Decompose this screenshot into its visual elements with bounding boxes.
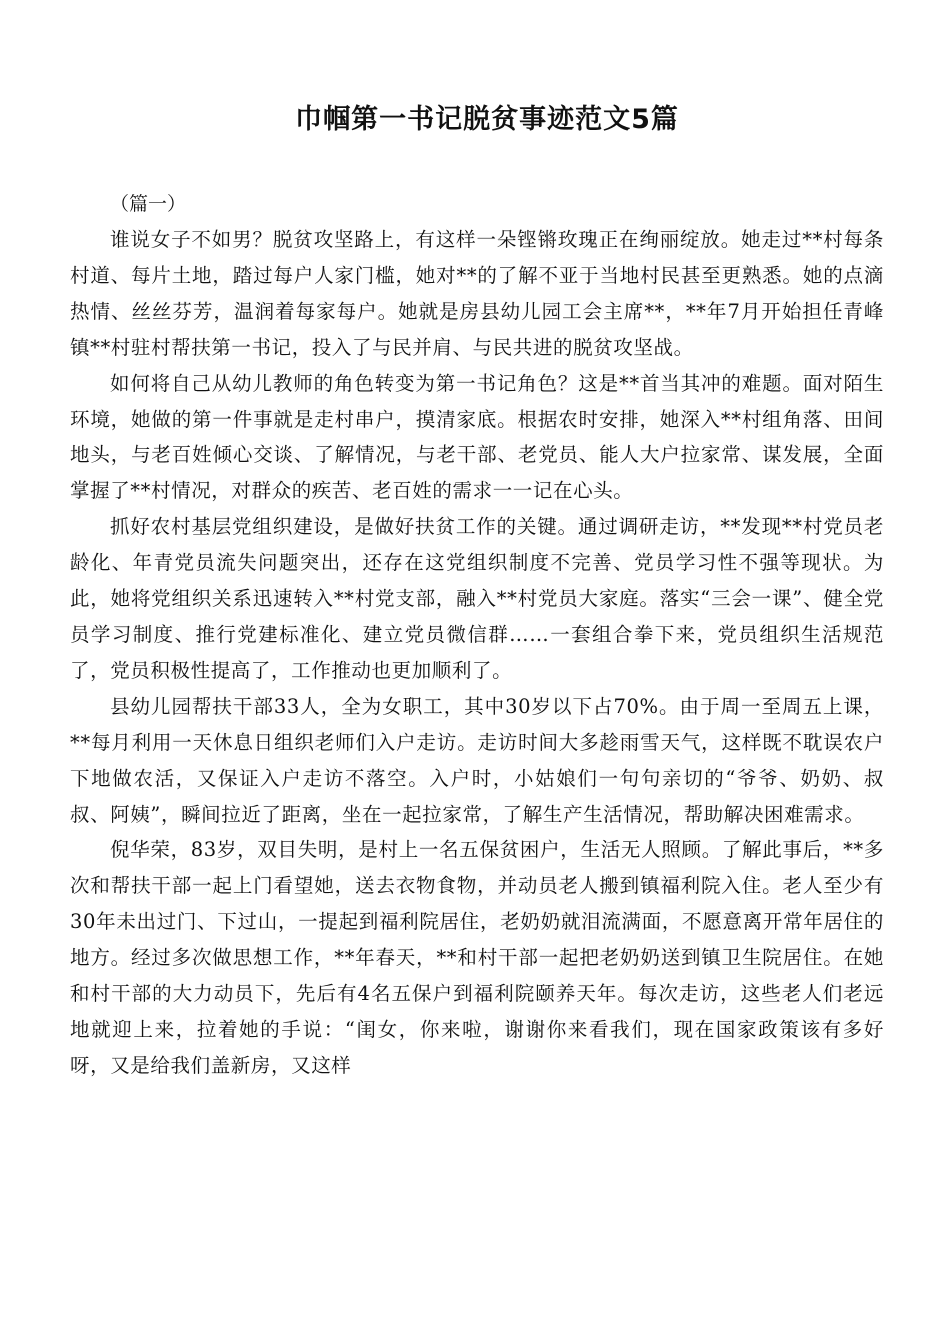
paragraph-3: 抓好农村基层党组织建设，是做好扶贫工作的关键。通过调研走访，**发现**村党员老龄化、年青党员流失问题突出，还存在这党组织制度不完善、党员学习性不强等现状。为此，她将党组织关系迅速转入**村党支部，融入**村党员大家庭。落实“三会一课”、健全党员学习制度、推行党建标准化、建立党员微信群……一套组合拳下来，党员组织生活规范了，党员积极性提高了，工作推动也更加顺利了。 [70,515,884,682]
paragraph-1: 谁说女子不如男？脱贫攻坚路上，有这样一朵铿锵玫瑰正在绚丽绽放。她走过**村每条村道、每片土地，踏过每户人家门槛，她对**的了解不亚于当地村民甚至更熟悉。她的点滴热情、丝丝芬芳，温润着每家每户。她就是房县幼儿园工会主席**，**年7月开始担任青峰镇**村驻村帮扶第一书记，投入了与民并肩、与民共进的脱贫攻坚战。 [70,228,884,359]
paragraph-4: 县幼儿园帮扶干部33人，全为女职工，其中30岁以下占70%。由于周一至周五上课，**每月利用一天休息日组织老师们入户走访。走访时间大多趁雨雪天气，这样既不耽误农户下地做农活，又保证入户走访不落空。入户时，小姑娘们一句句亲切的“爷爷、奶奶、叔叔、阿姨”，瞬间拉近了距离，坐在一起拉家常，了解生产生活情况，帮助解决困难需求。 [70,694,884,826]
paragraph-5: 倪华荣，83岁，双目失明，是村上一名五保贫困户，生活无人照顾。了解此事后，**多次和帮扶干部一起上门看望她，送去衣物食物，并动员老人搬到镇福利院入住。老人至少有30年未出过门、下过山，一提起到福利院居住，老奶奶就泪流满面，不愿意离开常年居住的地方。经过多次做思想工作，**年春天，**和村干部一起把老奶奶送到镇卫生院居住。在她和村干部的大力动员下，先后有4名五保户到福利院颐养天年。每次走访，这些老人们老远地就迎上来，拉着她的手说：“闺女，你来啦，谢谢你来看我们，现在国家政策该有多好呀，又是给我们盖新房，又这样 [70,838,884,1077]
section-label: （篇一） [110,193,187,215]
document-title: 巾帼第一书记脱贫事迹范文5篇 [295,104,679,135]
paragraph-2: 如何将自己从幼儿教师的角色转变为第一书记角色？这是**首当其冲的难题。面对陌生环境，她做的第一件事就是走村串户，摸清家底。根据农时安排，她深入**村组角落、田间地头，与老百姓倾心交谈、了解情况，与老干部、老党员、能人大户拉家常、谋发展，全面掌握了**村情况，对群众的疾苦、老百姓的需求一一记在心头。 [70,371,884,503]
